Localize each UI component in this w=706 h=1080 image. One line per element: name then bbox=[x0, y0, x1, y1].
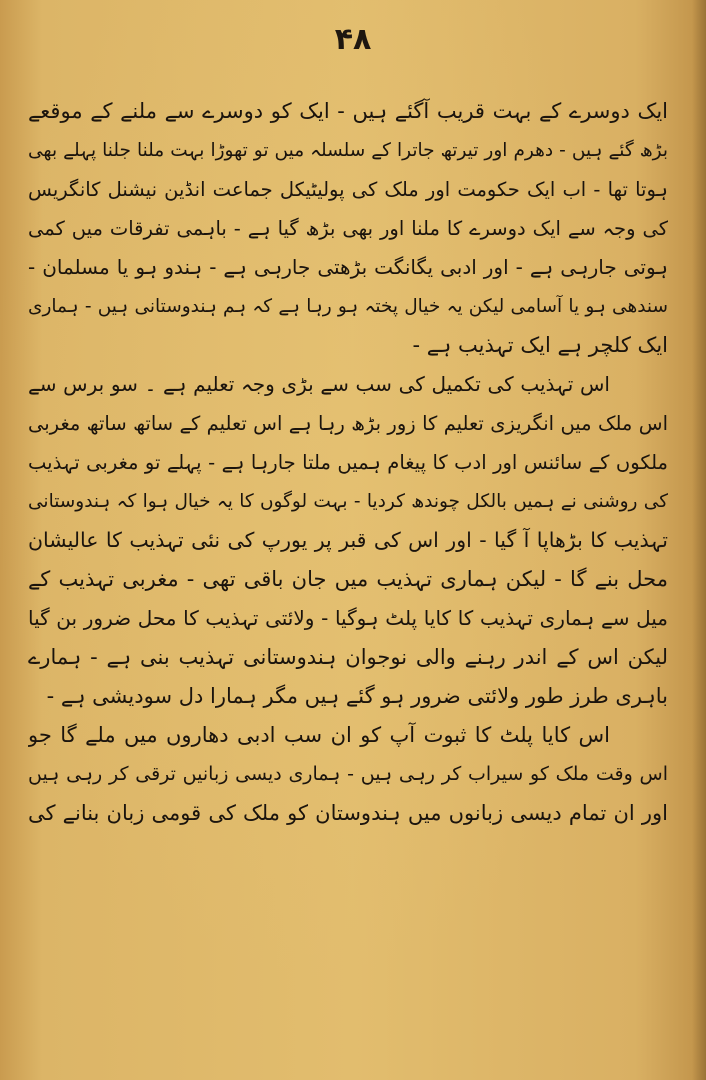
text-line: اور ان تمام دیسی زبانوں میں ہندوستان کو ملک کی قومی زبان بنانے کی bbox=[28, 801, 668, 825]
text-line: میل سے ہماری تہذیب کا کایا پلٹ ہوگیا - ولائتی تہذیب کا محل ضرور بن گیا bbox=[28, 606, 668, 630]
text-line: ملکوں کے سائنس اور ادب کا پیغام ہمیں ملتا جارہا ہے - پہلے تو مغربی تہذیب bbox=[28, 451, 668, 474]
text-line: تہذیب کا بڑھاپا آ گیا - اور اس کی قبر پر یورپ کی نئی تہذیب کا عالیشان bbox=[28, 528, 668, 552]
text-line: ایک دوسرے کے بہت قریب آگئے ہیں - ایک کو دوسرے سے ملنے کے موقعے bbox=[28, 99, 668, 123]
text-line: باہری طرز طور ولائتی ضرور ہو گئے ہیں مگر ہمارا دل سودیشی ہے - bbox=[46, 684, 668, 708]
text-line: کی وجہ سے ایک دوسرے کا ملنا اور بھی بڑھ گیا ہے - باہمی تفرقات میں کمی bbox=[28, 217, 668, 240]
text-line: بڑھ گئے ہیں - دھرم اور تیرتھ جاترا کے سلسلہ میں تو تھوڑا بہت ملنا جلنا پہلے بھی bbox=[28, 140, 668, 161]
text-line: اس ملک میں انگریزی تعلیم کا زور بڑھ رہا ہے اس تعلیم کے ساتھ ساتھ مغربی bbox=[28, 412, 668, 435]
page-number: ۴۸ bbox=[334, 22, 372, 57]
text-line: سندھی ہو یا آسامی لیکن یہ خیال پختہ ہو رہا ہے کہ ہم ہندوستانی ہیں - ہماری bbox=[28, 296, 668, 317]
text-line: اس وقت ملک کو سیراب کر رہی ہیں - ہماری دیسی زبانیں ترقی کر رہی ہیں bbox=[28, 763, 668, 785]
body-text bbox=[28, 92, 668, 833]
page-edge-shadow bbox=[692, 0, 706, 1080]
text-line: کی روشنی نے ہمیں بالکل چوندھ کردیا - بہت لوگوں کا یہ خیال ہوا کہ ہندوستانی bbox=[28, 491, 668, 512]
text-line: اس کایا پلٹ کا ثبوت آپ کو ان سب ادبی دھاروں میں ملے گا جو bbox=[28, 723, 610, 747]
text-line: ایک کلچر ہے ایک تہذیب ہے - bbox=[412, 333, 668, 357]
text-line: محل بنے گا - لیکن ہماری تہذیب میں جان باقی تھی - مغربی تہذیب کے bbox=[28, 567, 668, 591]
text-line: ہوتا تھا - اب ایک حکومت اور ملک کی پولیٹیکل جماعت انڈین نیشنل کانگریس bbox=[28, 178, 668, 201]
text-line: لیکن اس کے اندر رہنے والی نوجوان ہندوستانی تہذیب بنی ہے - ہمارے bbox=[28, 645, 668, 669]
text-line: اس تہذیب کی تکمیل کی سب سے بڑی وجہ تعلیم ہے ۔ سو برس سے bbox=[28, 372, 610, 396]
text-line: ہوتی جارہی ہے - اور ادبی یگانگت بڑھتی جارہی ہے - ہندو ہو یا مسلمان - bbox=[28, 255, 668, 279]
